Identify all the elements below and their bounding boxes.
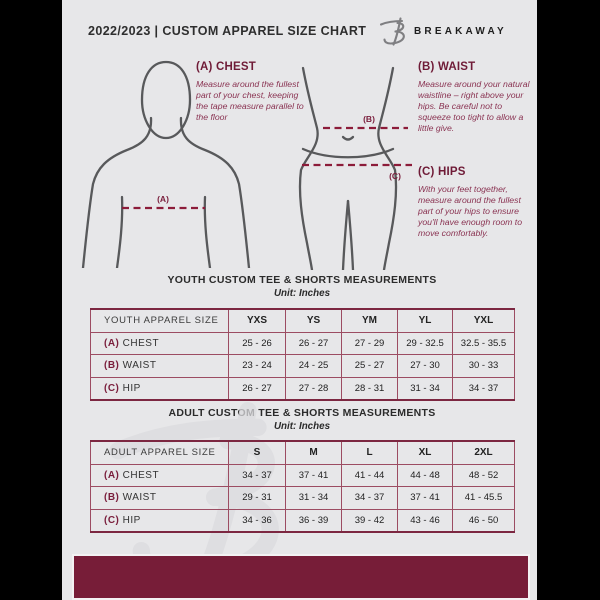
measurement-value: 41 - 45.5 <box>453 487 515 510</box>
size-column-header: L <box>342 441 398 464</box>
measurement-label <box>91 487 229 510</box>
waist-description: Measure around your natural waistline – right above your hips. Be careful not to squeeze too tight to allow a little give. <box>418 79 530 133</box>
table-row <box>91 464 515 487</box>
measurement-value: 41 - 44 <box>342 464 398 487</box>
table-row <box>91 487 515 510</box>
measurement-value: 37 - 41 <box>286 464 342 487</box>
youth-size-table <box>90 308 515 401</box>
size-column-header: YXL <box>453 309 515 332</box>
measurement-value: 29 - 32.5 <box>398 332 453 355</box>
measurement-value: 48 - 52 <box>453 464 515 487</box>
measurement-value: 43 - 46 <box>398 509 453 532</box>
row-label: CHEST <box>119 469 160 481</box>
size-column-header: 2XL <box>453 441 515 464</box>
size-column-header: YXS <box>229 309 286 332</box>
row-marker: (B) <box>104 360 120 372</box>
row-label: CHEST <box>119 337 160 349</box>
waist-marker-label: (B) <box>363 114 375 124</box>
measurement-value: 34 - 37 <box>342 487 398 510</box>
size-column-header: S <box>229 441 286 464</box>
row-label: HIP <box>119 382 141 394</box>
table-row <box>91 355 515 378</box>
waist-heading: (B) WAIST <box>418 61 476 73</box>
size-column-header: YS <box>286 309 342 332</box>
adult-table-unit: Unit: Inches <box>273 421 331 432</box>
youth-table-unit: Unit: Inches <box>273 288 331 299</box>
hips-heading: (C) HIPS <box>418 166 466 178</box>
chest-description: Measure around the fullest part of your chest, keeping the tape measure parallel to the floor <box>196 79 304 122</box>
hips-description: With your feet together, measure around the fullest part of your hips to ensure you'll have enough room to move comfortably. <box>418 184 523 238</box>
measurement-value: 24 - 25 <box>286 355 342 378</box>
hips-marker-label: (C) <box>389 171 401 181</box>
row-marker: (B) <box>104 492 120 504</box>
measurement-value: 28 - 31 <box>342 377 398 400</box>
size-column-header: M <box>286 441 342 464</box>
measurement-value: 29 - 31 <box>229 487 286 510</box>
table-row <box>91 509 515 532</box>
row-marker: (A) <box>104 337 120 349</box>
measurement-value: 46 - 50 <box>453 509 515 532</box>
measurement-value: 25 - 27 <box>342 355 398 378</box>
measurement-value: 26 - 27 <box>286 332 342 355</box>
size-column-header: XL <box>398 441 453 464</box>
breakaway-b-logo-icon <box>380 16 406 46</box>
measurement-value: 25 - 26 <box>229 332 286 355</box>
measurement-value: 34 - 37 <box>229 464 286 487</box>
row-label: WAIST <box>119 492 157 504</box>
measurement-value: 27 - 29 <box>342 332 398 355</box>
adult-size-table <box>90 440 515 533</box>
footer-accent-bar <box>72 554 530 600</box>
measurement-value: 36 - 39 <box>286 509 342 532</box>
measurement-value: 26 - 27 <box>229 377 286 400</box>
measurement-value: 27 - 28 <box>286 377 342 400</box>
table-row <box>91 377 515 400</box>
row-marker: (C) <box>104 514 120 526</box>
measurement-value: 34 - 37 <box>453 377 515 400</box>
measurement-label <box>91 377 229 400</box>
header-row <box>91 441 515 464</box>
measurement-value: 44 - 48 <box>398 464 453 487</box>
size-column-header: YL <box>398 309 453 332</box>
measurement-value: 23 - 24 <box>229 355 286 378</box>
measurement-value: 39 - 42 <box>342 509 398 532</box>
measurement-value: 37 - 41 <box>398 487 453 510</box>
chest-heading: (A) CHEST <box>196 61 256 73</box>
row-marker: (C) <box>104 382 120 394</box>
adult-table-title: ADULT CUSTOM TEE & SHORTS MEASUREMENTS <box>168 407 436 419</box>
measurement-value: 34 - 36 <box>229 509 286 532</box>
row-marker: (A) <box>104 469 120 481</box>
measurement-value: 27 - 30 <box>398 355 453 378</box>
measurement-value: 32.5 - 35.5 <box>453 332 515 355</box>
header-row <box>91 309 515 332</box>
brand-name: BREAKAWAY <box>414 25 507 37</box>
size-label-header: ADULT APPAREL SIZE <box>91 441 229 464</box>
measurement-label <box>91 464 229 487</box>
row-label: HIP <box>119 514 141 526</box>
chest-marker-label: (A) <box>157 194 169 204</box>
measurement-value: 30 - 33 <box>453 355 515 378</box>
size-label-header: YOUTH APPAREL SIZE <box>91 309 229 332</box>
size-chart-flyer <box>62 0 537 600</box>
table-row <box>91 332 515 355</box>
brand-lockup <box>380 16 507 46</box>
size-column-header: YM <box>342 309 398 332</box>
measurement-label <box>91 509 229 532</box>
measurement-label <box>91 355 229 378</box>
page-title: 2022/2023 | CUSTOM APPAREL SIZE CHART <box>88 24 367 38</box>
measurement-label <box>91 332 229 355</box>
youth-table-title: YOUTH CUSTOM TEE & SHORTS MEASUREMENTS <box>167 274 437 286</box>
measurement-value: 31 - 34 <box>398 377 453 400</box>
measurement-value: 31 - 34 <box>286 487 342 510</box>
row-label: WAIST <box>119 360 157 372</box>
